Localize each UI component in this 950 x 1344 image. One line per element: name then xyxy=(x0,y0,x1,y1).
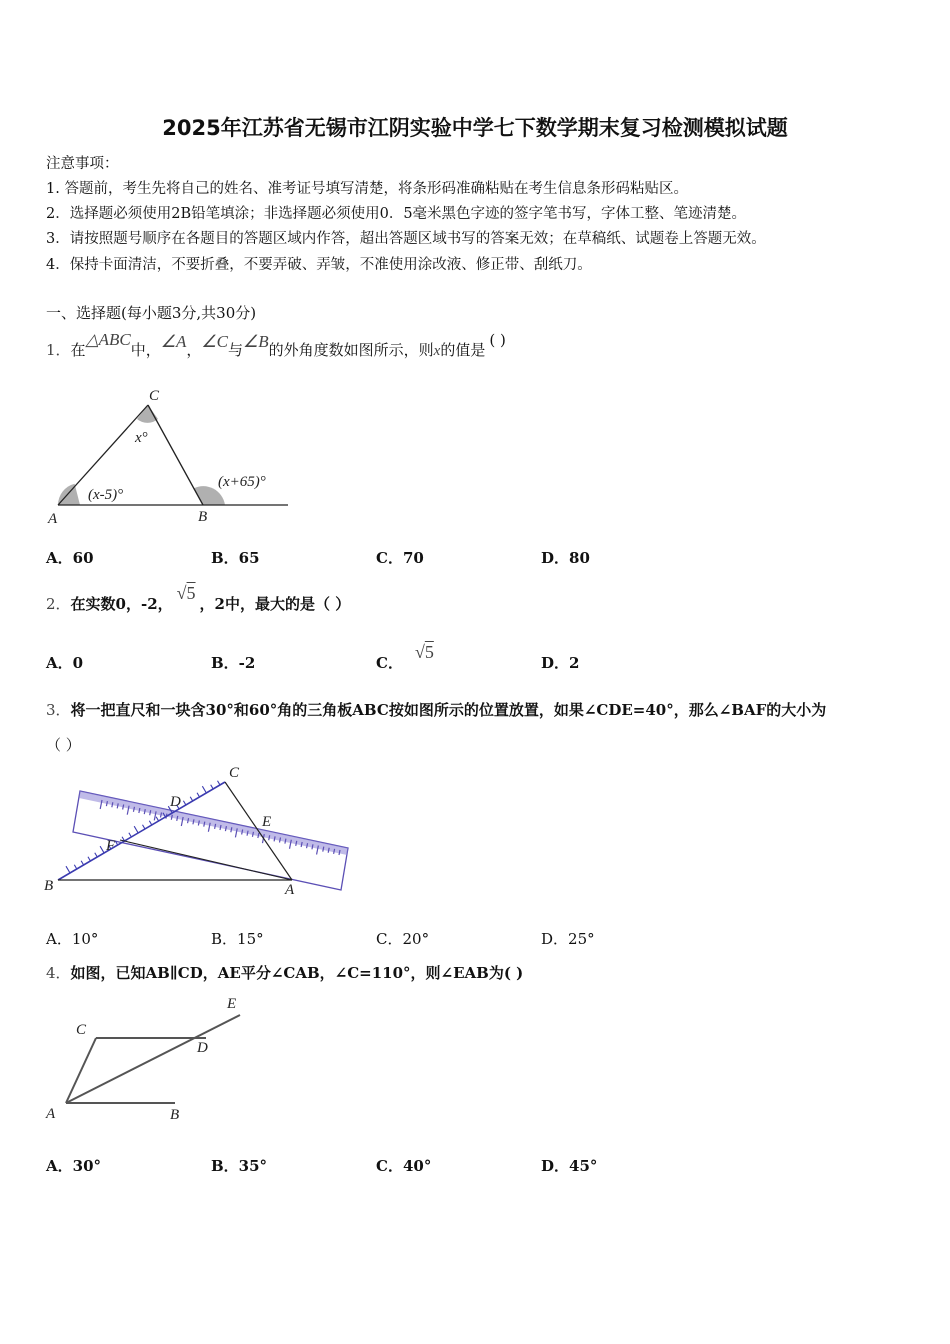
q1-label-c: C xyxy=(149,388,160,404)
q1-option-c[interactable]: C．70 xyxy=(376,549,424,567)
question-4-text xyxy=(46,962,523,983)
q1-text-d: 与 xyxy=(228,341,244,359)
q4-label-b: B xyxy=(170,1107,180,1123)
q1-option-d[interactable]: D．80 xyxy=(541,549,590,567)
triangle-tick xyxy=(66,866,70,873)
q3-ruler-figure xyxy=(40,762,360,902)
q1-option-b[interactable]: B．65 xyxy=(211,549,260,567)
q3-label-a: A xyxy=(285,882,295,898)
q2-option-c-sqrt-value: 5 xyxy=(424,642,434,662)
q1-math-angle-a: ∠A xyxy=(160,332,187,351)
q3-label-e: E xyxy=(262,814,272,830)
q4-text: 如图，已知AB∥CD，AE平分∠CAB，∠C=110°，则∠EAB为( ) xyxy=(70,964,524,982)
q3-line-fa xyxy=(120,840,292,880)
triangle-tick xyxy=(211,785,214,789)
q1-math-angle-b: ∠B xyxy=(243,332,269,351)
q4-line-ca xyxy=(66,1038,96,1103)
section-heading: 一、选择题(每小题3分,共30分) xyxy=(46,304,257,322)
q4-option-b[interactable]: B．35° xyxy=(211,1157,268,1175)
q4-option-d[interactable]: D．45° xyxy=(541,1157,598,1175)
q4-label-c: C xyxy=(76,1022,87,1038)
triangle-tick xyxy=(149,821,152,825)
q1-text-b: 中， xyxy=(130,341,161,359)
question-number: 4． xyxy=(46,964,71,982)
q1-option-a[interactable]: A．60 xyxy=(46,549,94,567)
q3-label-d: D xyxy=(170,794,181,810)
q1-answer-paren: ( ) xyxy=(489,331,506,349)
triangle-tick xyxy=(134,826,138,833)
q4-line-ae xyxy=(66,1015,240,1103)
q4-label-d: D xyxy=(197,1040,208,1056)
q4-option-c[interactable]: C．40° xyxy=(376,1157,432,1175)
q4-parallel-figure xyxy=(40,988,270,1128)
note-item-2: 2．选择题必须使用2B铅笔填涂；非选择题必须使用0．5毫米黑色字迹的签字笔书写，字体工整、笔迹清楚。 xyxy=(46,206,747,222)
triangle-tick xyxy=(100,846,104,853)
q1-label-angle-b: (x+65)° xyxy=(218,474,266,490)
triangle-tick xyxy=(197,793,200,797)
q3-answer-paren: （ ） xyxy=(46,736,81,754)
triangle-tick xyxy=(129,833,132,837)
triangle-tick xyxy=(218,781,221,785)
notes-heading: 注意事项： xyxy=(46,156,119,172)
q2-option-c-label: C． xyxy=(376,654,403,672)
q2-option-c-sqrt: √5 xyxy=(414,642,434,662)
question-3-text xyxy=(46,699,826,720)
triangle-tick xyxy=(183,801,186,805)
q1-text-c: ， xyxy=(186,341,202,359)
q2-option-d[interactable]: D．2 xyxy=(541,654,580,672)
q2-option-a[interactable]: A．0 xyxy=(46,654,84,672)
triangle-tick xyxy=(156,817,159,821)
question-number: 3． xyxy=(46,701,71,719)
triangle-tick xyxy=(202,786,206,793)
q4-label-a: A xyxy=(46,1106,56,1122)
q1-math-x: x xyxy=(433,343,441,359)
triangle-tick xyxy=(74,865,77,869)
q3-label-c: C xyxy=(229,765,240,781)
q2-sqrt: √5 xyxy=(176,583,196,603)
q3-label-f: F xyxy=(106,838,116,854)
question-2-text xyxy=(46,583,351,614)
q1-text-e: 的外角度数如图所示，则 xyxy=(268,341,434,359)
triangle-tick xyxy=(95,853,98,857)
note-item-1: 1. 答题前，考生先将自己的姓名、准考证号填写清楚，将条形码准确粘贴在考生信息条形码粘贴区。 xyxy=(46,181,688,197)
q2-text-a: 在实数0，-2， xyxy=(70,595,173,613)
q3-option-b[interactable]: B．15° xyxy=(211,930,264,948)
q1-triangle-figure xyxy=(40,380,300,530)
question-number: 2． xyxy=(46,595,71,613)
triangle-tick xyxy=(81,861,84,865)
q2-option-b[interactable]: B．-2 xyxy=(211,654,256,672)
q1-label-angle-a: (x-5)° xyxy=(88,487,124,503)
q1-label-x: x° xyxy=(135,430,148,446)
note-item-3: 3．请按照题号顺序在各题目的答题区域内作答，超出答题区域书写的答案无效；在草稿纸、试题卷上答题无效。 xyxy=(46,231,766,247)
q1-math-triangle: △ABC xyxy=(85,330,131,349)
q1-label-b: B xyxy=(198,509,208,525)
q1-text-a: 在 xyxy=(70,341,86,359)
q2-text-b: ，2中，最大的是（ ） xyxy=(199,595,351,613)
q3-label-b: B xyxy=(44,878,54,894)
q2-sqrt-value: 5 xyxy=(186,583,196,603)
q3-option-a[interactable]: A．10° xyxy=(46,930,99,948)
question-1-text xyxy=(46,330,506,360)
q1-side-cb xyxy=(148,405,203,505)
triangle-tick xyxy=(190,797,193,801)
note-item-4: 4．保持卡面清洁，不要折叠，不要弄破、弄皱，不准使用涂改液、修正带、刮纸刀。 xyxy=(46,257,592,273)
triangle-tick xyxy=(143,825,146,829)
q1-label-a: A xyxy=(48,511,58,527)
triangle-tick xyxy=(88,857,91,861)
q1-math-angle-c: ∠C xyxy=(201,332,228,351)
q3-option-c[interactable]: C．20° xyxy=(376,930,430,948)
q1-text-f: 的值是 xyxy=(440,341,486,359)
q3-text: 将一把直尺和一块含30°和60°角的三角板ABC按如图所示的位置放置，如果∠CDE=40°，那么∠BAF的大小为 xyxy=(70,701,827,719)
q4-option-a[interactable]: A．30° xyxy=(46,1157,102,1175)
page-title: 2025年江苏省无锡市江阴实验中学七下数学期末复习检测模拟试题 xyxy=(162,116,788,140)
q2-option-c[interactable] xyxy=(376,642,434,673)
question-number: 1． xyxy=(46,341,71,359)
q3-option-d[interactable]: D．25° xyxy=(541,930,595,948)
q4-label-e: E xyxy=(227,996,237,1012)
